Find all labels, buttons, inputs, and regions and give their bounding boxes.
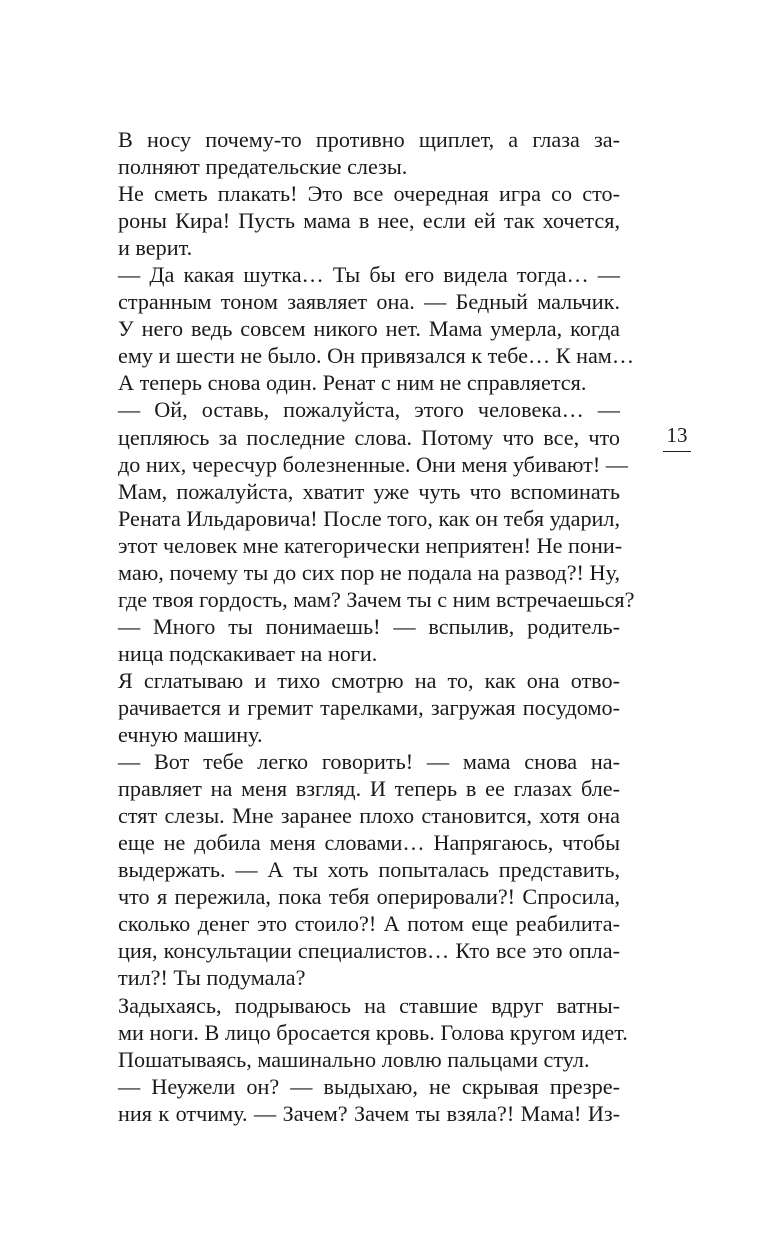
text-line: до них, чересчур болезненные. Они меня убивают! — bbox=[118, 451, 628, 477]
text-line: Рената Ильдаровича! После того, как он тебя ударил, bbox=[118, 505, 621, 531]
text-line: — Ой, оставь, пожалуйста, этого человека… — bbox=[118, 397, 620, 423]
text-line: Не сметь плакать! Это все очередная игра со сто- bbox=[118, 181, 620, 207]
text-line: этот человек мне категорически неприятен! Не пони- bbox=[118, 532, 623, 558]
page-number: 13 bbox=[663, 422, 691, 452]
text-line: странным тоном заявляет она. — Бедный мальчик. bbox=[118, 289, 620, 315]
text-line: еще не добила меня словами… Напрягаюсь, чтобы bbox=[118, 830, 620, 856]
text-line: Мам, пожалуйста, хватит уже чуть что вспоминать bbox=[118, 478, 620, 504]
text-line: что я пережила, пока тебя оперировали?! Спросила, bbox=[118, 884, 620, 910]
text-line: выдержать. — А ты хоть попыталась представить, bbox=[118, 857, 620, 883]
text-line: В носу почему-то противно щиплет, а глаза за- bbox=[118, 127, 620, 152]
paragraph-lines bbox=[118, 126, 635, 1127]
text-line: — Вот тебе легко говорить! — мама снова на- bbox=[118, 749, 620, 775]
text-line: Задыхаясь, подрываюсь на ставшие вдруг ватны- bbox=[118, 992, 620, 1018]
text-line: — Неужели он? — выдыхаю, не скрывая презре- bbox=[118, 1073, 620, 1099]
text-line: ему и шести не было. Он привязался к тебе… К нам… bbox=[118, 343, 635, 369]
text-line: полняют предательские слезы. bbox=[118, 154, 408, 180]
text-line: роны Кира! Пусть мама в нее, если ей так хочется, bbox=[118, 208, 620, 234]
text-line: стят слезы. Мне заранее плохо становится, хотя она bbox=[118, 803, 620, 829]
text-line: и верит. bbox=[118, 235, 193, 261]
text-line: ция, консультации специалистов… Кто все это опла- bbox=[118, 938, 620, 964]
text-line: правляет на меня взгляд. И теперь в ее глазах бле- bbox=[118, 776, 620, 802]
text-line: У него ведь совсем никого нет. Мама умерла, когда bbox=[118, 316, 620, 342]
text-line: А теперь снова один. Ренат с ним не справляется. bbox=[118, 370, 587, 396]
text-line: сколько денег это стоило?! А потом еще реабилита- bbox=[118, 911, 620, 937]
text-line: маю, почему ты до сих пор не подала на развод?! Ну, bbox=[118, 559, 620, 585]
text-line: где твоя гордость, мам? Зачем ты с ним встречаешься? bbox=[118, 586, 635, 612]
text-line: — Много ты понимаешь! — вспылив, родитель- bbox=[118, 613, 620, 639]
text-line: ечную машину. bbox=[118, 722, 263, 748]
body-text bbox=[118, 126, 635, 1127]
text-line: ми ноги. В лицо бросается кровь. Голова кругом идет. bbox=[118, 1019, 628, 1045]
text-line: ния к отчиму. — Зачем? Зачем ты взяла?! Мама! Из- bbox=[118, 1100, 620, 1126]
text-line: Я сглатываю и тихо смотрю на то, как она отво- bbox=[118, 667, 620, 693]
text-line: тил?! Ты подумала? bbox=[118, 965, 306, 991]
text-line: рачивается и гремит тарелками, загружая посудомо- bbox=[118, 694, 620, 720]
text-line: Пошатываясь, машинально ловлю пальцами стул. bbox=[118, 1046, 590, 1072]
text-line: цепляюсь за последние слова. Потому что все, что bbox=[118, 424, 620, 450]
text-line: — Да какая шутка… Ты бы его видела тогда… — bbox=[118, 262, 620, 288]
text-line: ница подскакивает на ноги. bbox=[118, 640, 378, 666]
